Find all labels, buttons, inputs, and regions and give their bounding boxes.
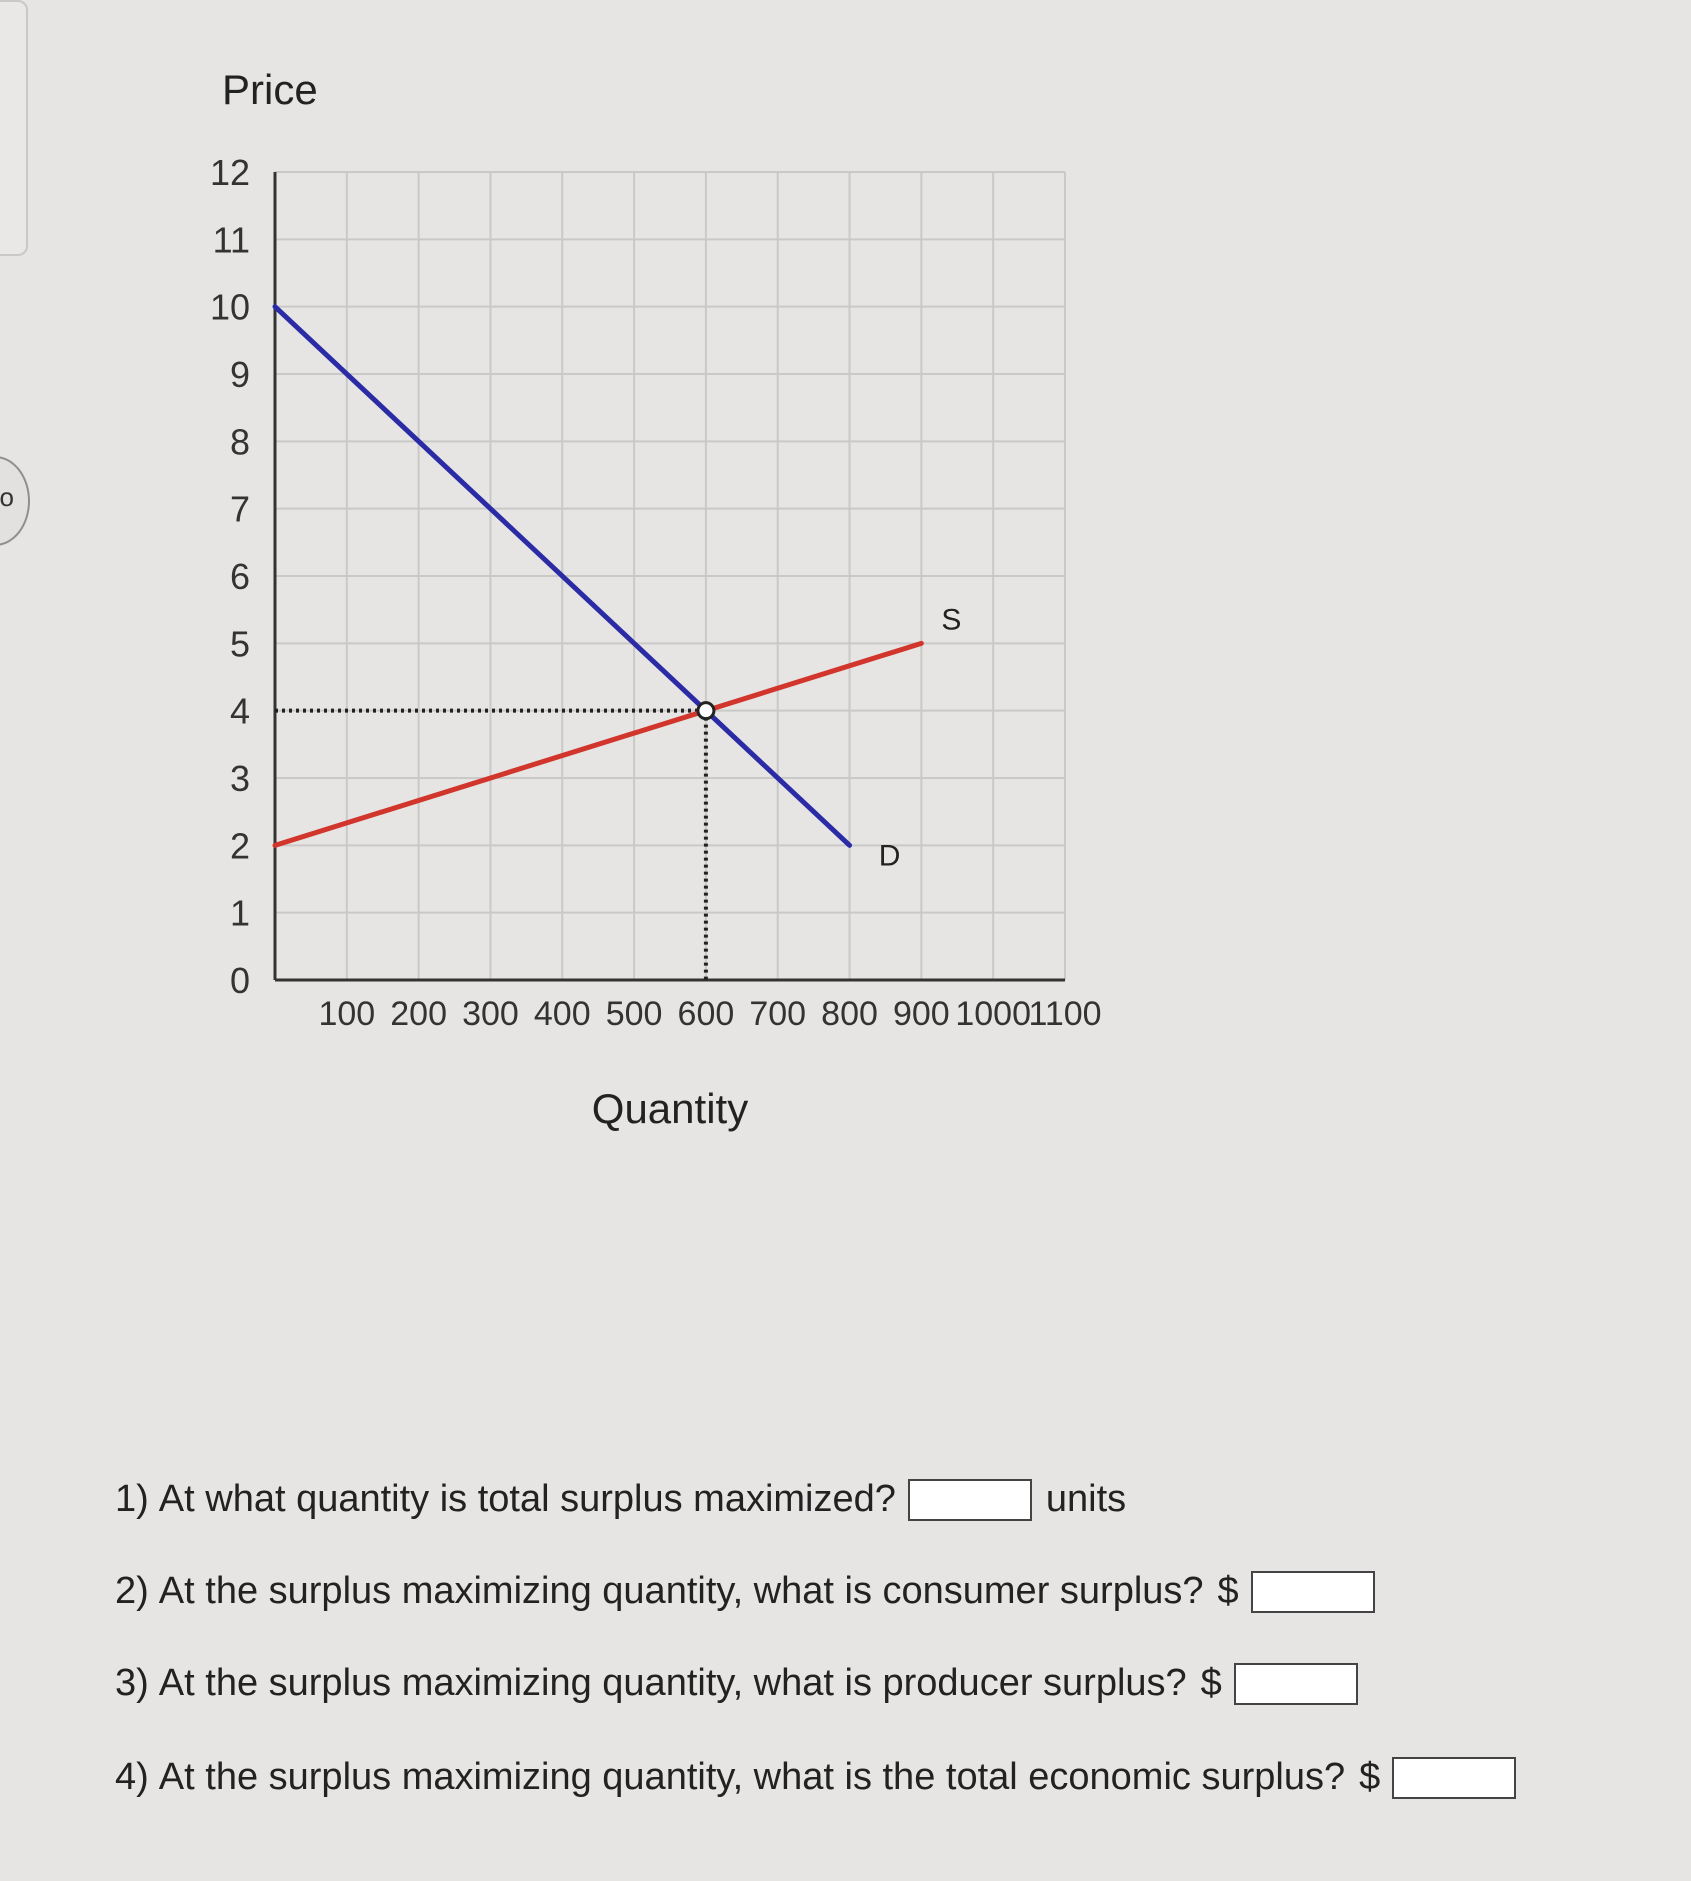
question-text: At the surplus maximizing quantity, what is producer surplus?: [158, 1662, 1187, 1704]
y-axis-title: Price: [222, 66, 318, 113]
answer-input-quantity[interactable]: [908, 1479, 1032, 1521]
y-tick-label: 7: [229, 488, 250, 530]
answer-input-consumer-surplus[interactable]: [1251, 1571, 1375, 1613]
y-tick-label: 1: [229, 892, 250, 934]
question-4: [115, 1756, 1516, 1799]
question-text: At what quantity is total surplus maximized?: [158, 1478, 896, 1520]
question-2: [115, 1570, 1375, 1613]
y-tick-label: 8: [229, 421, 250, 463]
x-tick-label: 1000: [955, 995, 1032, 1033]
x-tick-label: 100: [318, 995, 376, 1033]
question-number: 2): [115, 1570, 149, 1612]
grid: [275, 172, 1065, 980]
x-axis-title: Quantity: [591, 1085, 749, 1132]
y-tick-label: 11: [212, 219, 250, 261]
y-tick-label: 4: [229, 690, 250, 732]
x-tick-label: 300: [462, 995, 519, 1033]
x-tick-label: 800: [821, 995, 878, 1033]
question-1: [115, 1478, 1126, 1521]
answer-prefix: $: [1359, 1756, 1381, 1798]
question-3: [115, 1662, 1358, 1705]
y-tick-label: 6: [229, 556, 250, 597]
question-number: 3): [115, 1662, 149, 1704]
x-tick-label: 1100: [1028, 995, 1102, 1033]
answer-suffix: units: [1045, 1478, 1127, 1520]
answer-input-total-surplus[interactable]: [1392, 1757, 1516, 1799]
answer-prefix: $: [1200, 1662, 1222, 1704]
x-tick-label: 400: [533, 995, 591, 1033]
y-tick-label: 2: [229, 825, 250, 867]
question-text: At the surplus maximizing quantity, what is the total economic surplus?: [158, 1756, 1346, 1798]
series-label-s: S: [941, 603, 962, 637]
y-tick-label: 12: [209, 152, 250, 193]
series-label-d: D: [878, 839, 901, 873]
y-tick-label: 0: [229, 960, 250, 1001]
x-tick-label: 500: [605, 995, 663, 1033]
equilibrium-point: [698, 703, 714, 719]
answer-input-producer-surplus[interactable]: [1234, 1663, 1358, 1705]
question-number: 4): [115, 1756, 149, 1798]
question-text: At the surplus maximizing quantity, what is consumer surplus?: [158, 1570, 1204, 1612]
answer-prefix: $: [1217, 1570, 1239, 1612]
chart-labels: [210, 66, 1102, 1132]
x-tick-label: 600: [677, 995, 735, 1033]
side-nav-glyph: o: [0, 482, 14, 512]
y-tick-label: 5: [229, 623, 250, 665]
y-tick-label: 3: [229, 758, 250, 799]
x-tick-label: 200: [390, 995, 448, 1033]
x-tick-label: 900: [892, 995, 950, 1033]
question-number: 1): [115, 1478, 149, 1520]
series-line-s: [275, 643, 921, 845]
x-tick-label: 700: [749, 995, 807, 1033]
y-tick-label: 9: [229, 354, 250, 395]
y-tick-label: 10: [209, 286, 250, 328]
